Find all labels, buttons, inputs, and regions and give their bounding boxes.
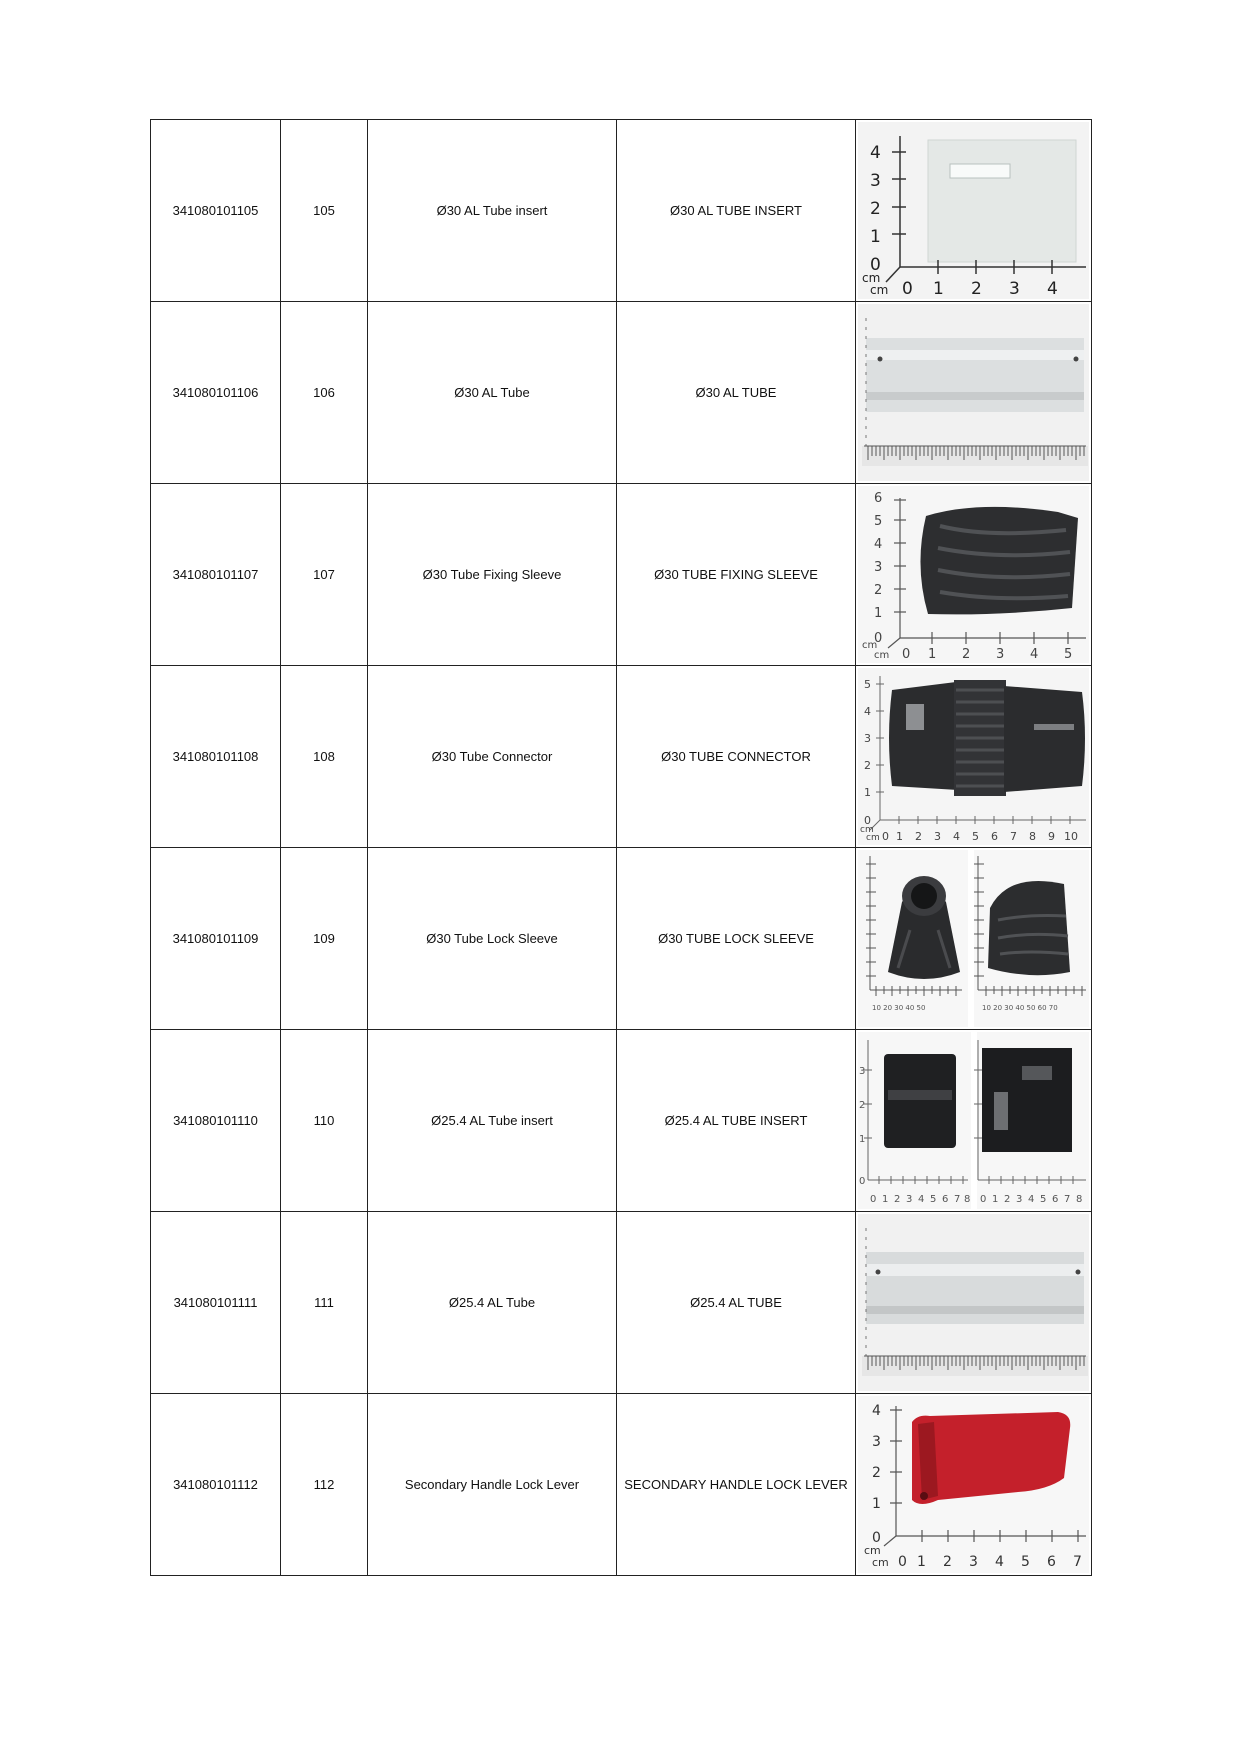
scale-label: 6 [942, 1194, 949, 1205]
scale-label: 9 [1048, 830, 1055, 843]
part-photo [858, 1214, 1089, 1391]
part-code: 341080101108 [151, 666, 281, 848]
scale-label: 3 [906, 1194, 913, 1205]
part-photo-cell [856, 1394, 1092, 1576]
scale-label: 1 [872, 1496, 881, 1512]
part-name: Ø30 AL TUBE INSERT [617, 120, 856, 302]
scale-unit: cm [864, 1544, 881, 1557]
part-name: Ø30 TUBE FIXING SLEEVE [617, 484, 856, 666]
scale-label: 2 [859, 1100, 866, 1111]
part-code: 341080101109 [151, 848, 281, 1030]
scale-label: 8 [1076, 1194, 1083, 1205]
part-name: Ø25.4 AL TUBE INSERT [617, 1030, 856, 1212]
part-description: Ø30 AL Tube insert [368, 120, 617, 302]
scale-label: 6 [1052, 1194, 1059, 1205]
part-photo-cell [856, 666, 1092, 848]
part-photo [858, 304, 1089, 481]
scale-label: 1 [882, 1194, 889, 1205]
scale-label: 4 [995, 1554, 1004, 1570]
scale-label: 3 [864, 732, 871, 745]
part-name: Ø30 TUBE LOCK SLEEVE [617, 848, 856, 1030]
scale-label: 4 [874, 537, 883, 552]
table-row [151, 120, 1092, 302]
scale-unit: cm [862, 640, 878, 651]
scale-label: 1 [896, 830, 903, 843]
scale-label: 2 [915, 830, 922, 843]
part-code: 341080101107 [151, 484, 281, 666]
part-photo [858, 1032, 1089, 1209]
scale-label: 0 [882, 830, 889, 843]
position-number: 111 [281, 1212, 368, 1394]
position-number: 109 [281, 848, 368, 1030]
part-name: Ø30 TUBE CONNECTOR [617, 666, 856, 848]
part-description: Ø30 Tube Connector [368, 666, 617, 848]
part-photo-cell [856, 120, 1092, 302]
part-photo-cell [856, 848, 1092, 1030]
scale-label: 8 [1029, 830, 1036, 843]
table-row [151, 1394, 1092, 1576]
scale-label: 2 [962, 647, 971, 662]
scale-label: 0 [902, 279, 913, 299]
scale-label: 2 [894, 1194, 901, 1205]
scale-label: 0 [864, 814, 871, 827]
scale-label: 3 [1016, 1194, 1023, 1205]
scale-label: 6 [991, 830, 998, 843]
part-photo [858, 668, 1089, 845]
scale-label: 3 [1009, 279, 1020, 299]
scale-label: 4 [918, 1194, 925, 1205]
scale-label: 7 [1073, 1554, 1082, 1570]
part-code: 341080101110 [151, 1030, 281, 1212]
scale-label: 2 [874, 583, 883, 598]
part-name: Ø30 AL TUBE [617, 302, 856, 484]
part-photo-cell [856, 302, 1092, 484]
part-code: 341080101105 [151, 120, 281, 302]
part-description: Ø30 Tube Lock Sleeve [368, 848, 617, 1030]
position-number: 110 [281, 1030, 368, 1212]
scale-label: 0 [902, 647, 911, 662]
scale-unit: cm [860, 825, 874, 835]
part-photo [858, 486, 1089, 663]
scale-label: 5 [1040, 1194, 1047, 1205]
scale-unit: cm [862, 271, 881, 285]
scale-label: 2 [943, 1554, 952, 1570]
scale-label: 4 [1028, 1194, 1035, 1205]
parts-table [150, 119, 1092, 1576]
scale-label: 7 [1064, 1194, 1071, 1205]
table-row [151, 484, 1092, 666]
scale-label: 0 [870, 255, 881, 275]
scale-label: 5 [972, 830, 979, 843]
part-photo [858, 850, 1089, 1027]
position-number: 106 [281, 302, 368, 484]
scale-label: 1 [917, 1554, 926, 1570]
position-number: 108 [281, 666, 368, 848]
scale-label: 4 [1030, 647, 1039, 662]
part-photo-cell [856, 1212, 1092, 1394]
part-description: Ø25.4 AL Tube insert [368, 1030, 617, 1212]
scale-label: 3 [872, 1434, 881, 1450]
scale-label: 10 20 30 40 50 60 70 [982, 1004, 1058, 1012]
scale-label: 0 [874, 631, 883, 646]
scale-label: 3 [996, 647, 1005, 662]
part-code: 341080101112 [151, 1394, 281, 1576]
scale-label: 3 [870, 171, 881, 191]
scale-label: 6 [874, 491, 883, 506]
scale-label: 1 [859, 1134, 866, 1145]
position-number: 107 [281, 484, 368, 666]
scale-label: 5 [1021, 1554, 1030, 1570]
part-name: Ø25.4 AL TUBE [617, 1212, 856, 1394]
scale-label: 2 [1004, 1194, 1011, 1205]
scale-label: 0 [859, 1176, 866, 1187]
scale-label: 7 [954, 1194, 961, 1205]
table-row [151, 1030, 1092, 1212]
scale-label: 1 [870, 227, 881, 247]
scale-label: 1 [933, 279, 944, 299]
scale-label: 2 [872, 1465, 881, 1481]
scale-unit: cm [872, 1556, 889, 1569]
scale-label: 3 [859, 1066, 866, 1077]
table-row [151, 302, 1092, 484]
scale-label: 0 [872, 1530, 881, 1546]
scale-label: 1 [992, 1194, 999, 1205]
scale-label: 2 [870, 199, 881, 219]
scale-label: 8 [964, 1194, 971, 1205]
scale-label: 3 [969, 1554, 978, 1570]
part-description: Ø30 AL Tube [368, 302, 617, 484]
scale-label: 7 [1010, 830, 1017, 843]
scale-label: 5 [874, 514, 883, 529]
part-photo [858, 1396, 1089, 1573]
part-code: 341080101106 [151, 302, 281, 484]
scale-label: 10 [1064, 830, 1078, 843]
part-description: Ø30 Tube Fixing Sleeve [368, 484, 617, 666]
table-row [151, 1212, 1092, 1394]
scale-label: 1 [864, 786, 871, 799]
part-name: SECONDARY HANDLE LOCK LEVER [617, 1394, 856, 1576]
scale-label: 4 [953, 830, 960, 843]
scale-label: 4 [872, 1403, 881, 1419]
scale-label: 0 [870, 1194, 877, 1205]
scale-label: 0 [898, 1554, 907, 1570]
part-description: Ø25.4 AL Tube [368, 1212, 617, 1394]
part-code: 341080101111 [151, 1212, 281, 1394]
part-photo-cell [856, 1030, 1092, 1212]
scale-unit: cm [866, 833, 880, 843]
scale-label: 1 [874, 606, 883, 621]
part-photo-cell [856, 484, 1092, 666]
scale-label: 3 [874, 560, 883, 575]
scale-label: 6 [1047, 1554, 1056, 1570]
scale-label: 0 [980, 1194, 987, 1205]
scale-label: 1 [928, 647, 937, 662]
part-photo [858, 122, 1089, 299]
scale-unit: cm [870, 283, 889, 297]
scale-label: 5 [1064, 647, 1073, 662]
position-number: 112 [281, 1394, 368, 1576]
scale-label: 2 [971, 279, 982, 299]
part-description: Secondary Handle Lock Lever [368, 1394, 617, 1576]
scale-label: 3 [934, 830, 941, 843]
scale-label: 2 [864, 759, 871, 772]
scale-label: 4 [870, 143, 881, 163]
scale-label: 5 [930, 1194, 937, 1205]
table-row [151, 666, 1092, 848]
table-row [151, 848, 1092, 1030]
scale-label: 5 [864, 678, 871, 691]
scale-unit: cm [874, 650, 890, 661]
scale-label: 10 20 30 40 50 [872, 1004, 926, 1012]
position-number: 105 [281, 120, 368, 302]
scale-label: 4 [864, 705, 871, 718]
scale-label: 4 [1047, 279, 1058, 299]
